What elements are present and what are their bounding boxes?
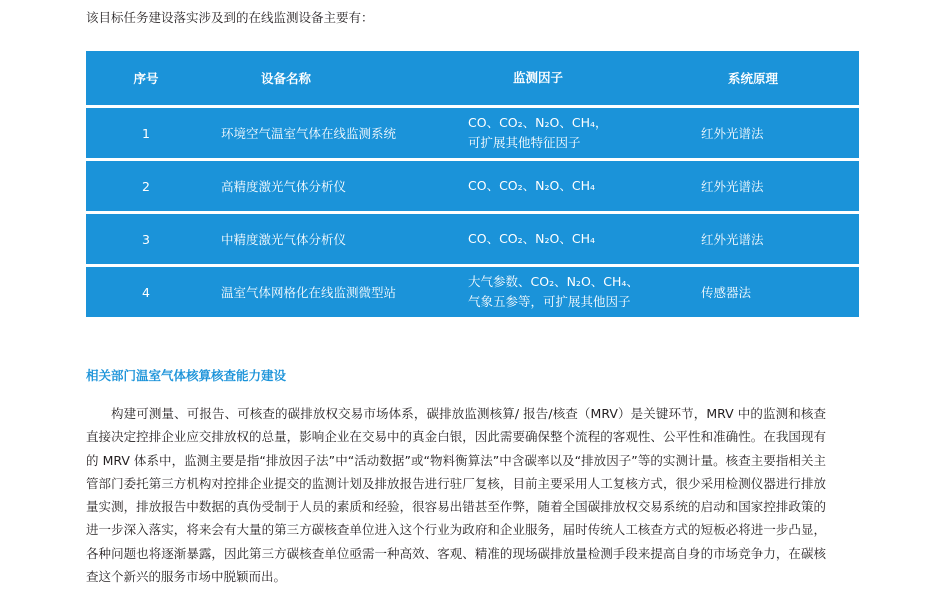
table-row bbox=[86, 108, 859, 158]
header-no: 序号 bbox=[133, 71, 159, 86]
header-factors: 监测因子 bbox=[513, 70, 564, 85]
cell-factors bbox=[468, 272, 701, 312]
cell-principle: 红外光谱法 bbox=[701, 232, 764, 247]
table-header-row bbox=[86, 51, 859, 105]
cell-factors-line2: 可扩展其他特征因子 bbox=[468, 135, 581, 150]
cell-name: 中精度激光气体分析仪 bbox=[221, 232, 347, 247]
cell-factors bbox=[468, 113, 701, 153]
cell-no: 1 bbox=[142, 125, 150, 141]
cell-name: 高精度激光气体分析仪 bbox=[221, 179, 347, 194]
table-row bbox=[86, 267, 859, 317]
equipment-table bbox=[86, 51, 859, 320]
header-principle: 系统原理 bbox=[728, 71, 779, 86]
section-title: 相关部门温室气体核算核查能力建设 bbox=[86, 368, 287, 383]
cell-no: 4 bbox=[142, 284, 150, 300]
cell-principle: 红外光谱法 bbox=[701, 126, 764, 141]
cell-principle: 红外光谱法 bbox=[701, 179, 764, 194]
cell-factors-line1: 大气参数、CO₂、N₂O、CH₄、 bbox=[468, 274, 639, 289]
cell-name: 温室气体网格化在线监测微型站 bbox=[221, 285, 397, 300]
cell-factors bbox=[468, 176, 701, 196]
cell-no: 2 bbox=[142, 178, 150, 194]
header-name: 设备名称 bbox=[261, 71, 312, 86]
cell-factors bbox=[468, 229, 701, 249]
intro-text: 该目标任务建设落实涉及到的在线监测设备主要有： bbox=[86, 10, 374, 25]
cell-factors-line1: CO、CO₂、N₂O、CH₄ bbox=[468, 178, 595, 193]
table-row bbox=[86, 214, 859, 264]
cell-factors-line1: CO、CO₂、N₂O、CH₄ bbox=[468, 231, 595, 246]
cell-principle: 传感器法 bbox=[701, 285, 752, 300]
cell-name: 环境空气温室气体在线监测系统 bbox=[221, 126, 397, 141]
body-paragraph: 构建可测量、可报告、可核查的碳排放权交易市场体系，碳排放监测核算/ 报告/核查（MRV）是关键环节，MRV 中的监测和核查直接决定控排企业应交排放权的总量，影响企业在交易中的真金白银，因此需要确保整个流程的客观性、公平性和准确性。在我国现有的 MRV 体系中，监测主要是指“排放因子法”中“活动数据”或“物料衡算法”中含碳率以及“排放因子”等的实测计量。核查主要指相关主管部门委托第三方机构对控排企业提交的监测计划及排放报告进行驻厂复核，目前主要采用人工复核方式，很少采用检测仪器进行排放量实测，排放报告中数据的真伪受制于人员的素质和经验，很容易出错甚至作弊，随着全国碳排放权交易系统的启动和国家控排政策的进一步深入落实，将来会有大量的第三方碳核查单位进入这个行业为政府和企业服务，届时传统人工核查方式的短板必将进一步凸显，各种问题也将逐渐暴露，因此第三方碳核查单位亟需一种高效、客观、精准的现场碳排放量检测手段来提高自身的市场竞争力，在碳核查这个新兴的服务市场中脱颖而出。 bbox=[86, 406, 826, 585]
cell-no: 3 bbox=[142, 231, 150, 247]
cell-factors-line2: 气象五参等，可扩展其他因子 bbox=[468, 294, 631, 309]
cell-factors-line1: CO、CO₂、N₂O、CH₄， bbox=[468, 115, 608, 130]
table-row bbox=[86, 161, 859, 211]
